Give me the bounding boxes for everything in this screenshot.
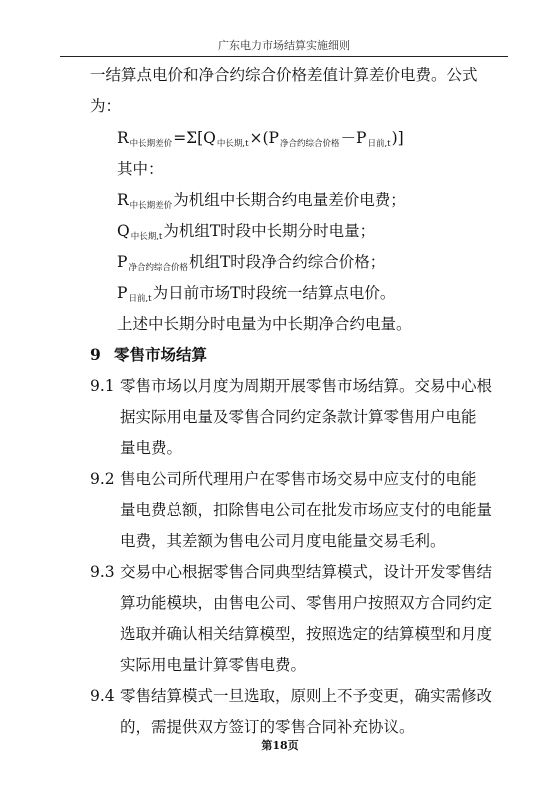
definition-subscript: 日前,t (128, 294, 152, 304)
clause-number: 9.1 (90, 377, 115, 395)
formula-p1-subscript: 净合约综合价格 (279, 139, 340, 149)
definition-text: 为机组中长期合约电量差价电费； (173, 191, 406, 209)
header-title: 广东电力市场结算实施细则 (218, 39, 350, 52)
clause-line: 实际用电量计算零售电费。 (120, 656, 307, 674)
clause-line: 量电费总额，扣除售电公司在批发市场应支付的电能量 (120, 501, 493, 519)
clause-line: 选取并确认相关结算模型，按照选定的结算模型和月度 (120, 625, 493, 643)
definition-subscript: 中长期,t (130, 232, 163, 242)
clause-text: 售电公司所代理用户在零售市场交易中应支付的电能 (120, 470, 477, 488)
formula-r: R (117, 129, 129, 147)
clause-line: 电费，其差额为售电公司月度电能量交易毛利。 (120, 532, 446, 550)
where-label: 其中： (117, 160, 164, 178)
clause-line: 据实际用电量及零售合同约定条款计算零售用户电能 (120, 408, 477, 426)
clause-number: 9.2 (90, 470, 115, 488)
formula-minus: －P (340, 129, 367, 147)
clause-text: 零售结算模式一旦选取，原则上不予变更，确实需修改 (120, 687, 493, 705)
section-title: 零售市场结算 (114, 345, 208, 364)
definition-text: 机组T时段净合约综合价格； (188, 253, 386, 271)
formula-r-subscript: 中长期差价 (129, 139, 173, 149)
intro-line-1: 一结算点电价和净合约综合价格差值计算差价电费。公式 (90, 66, 478, 84)
clause-line (90, 375, 492, 397)
formula-times: ×(P (249, 129, 279, 147)
clause-line: 量电费。 (120, 439, 183, 457)
page-number: 第18页 (261, 739, 299, 752)
clause-line (90, 561, 492, 583)
definition-symbol: Q (117, 222, 130, 240)
formula-q-subscript: 中长期,t (216, 139, 249, 149)
clause-line (90, 685, 492, 707)
clause-text: 零售市场以月度为周期开展零售市场结算。交易中心根 (120, 377, 493, 395)
formula (117, 127, 404, 152)
definition-subscript: 净合约综合价格 (128, 263, 188, 273)
section-heading (90, 344, 207, 366)
formula-close: )] (391, 129, 404, 147)
clause-line (90, 468, 477, 490)
section-number: 9 (90, 345, 101, 364)
definition-item (117, 251, 385, 276)
page-header (60, 36, 508, 57)
definition-subscript: 中长期差价 (129, 201, 173, 211)
clause-number: 9.3 (90, 563, 115, 581)
definition-text: 为日前市场T时段统一结算点电价。 (152, 284, 396, 302)
definition-item (117, 189, 406, 214)
definition-item (117, 282, 395, 307)
clause-number: 9.4 (90, 687, 115, 705)
clause-line: 算功能模块，由售电公司、零售用户按照双方合同约定 (120, 594, 493, 612)
intro-line-2: 为： (90, 97, 122, 115)
definition-text: 为机组T时段中长期分时电量； (163, 222, 376, 240)
definition-symbol: P (117, 253, 128, 271)
definition-symbol: R (117, 191, 129, 209)
note-text: 上述中长期分时电量为中长期净合约电量。 (117, 315, 412, 333)
formula-eq: =Σ[Q (173, 129, 216, 147)
definition-item (117, 220, 375, 245)
formula-p2-subscript: 日前,t (367, 139, 391, 149)
clause-text: 交易中心根据零售合同典型结算模式，设计开发零售结 (120, 563, 493, 581)
definition-symbol: P (117, 284, 128, 302)
clause-line: 的，需提供双方签订的零售合同补充协议。 (120, 718, 415, 736)
